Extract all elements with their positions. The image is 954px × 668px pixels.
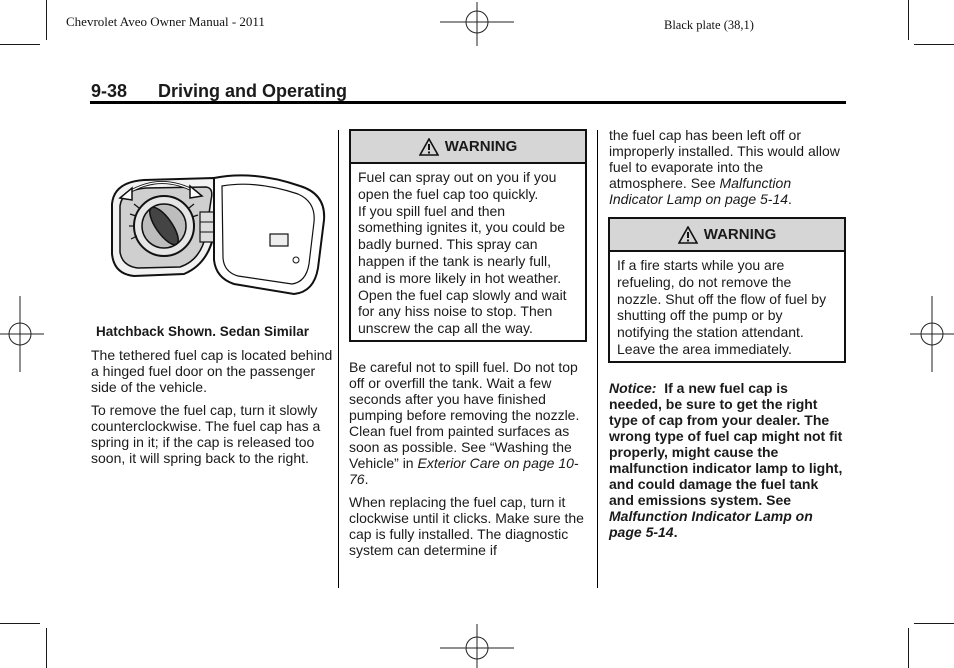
warning-line: Open the fuel cap slowly and wait	[358, 286, 567, 303]
figure-caption: Hatchback Shown. Sedan Similar	[96, 324, 310, 339]
exclamation-triangle-icon	[678, 226, 698, 244]
warning-line: for any hiss noise to stop. Then	[358, 303, 553, 320]
warning-line: refueling, do not remove the	[617, 273, 792, 290]
warning-body	[351, 164, 585, 341]
punctuation: .	[364, 471, 369, 487]
notice-label: Notice:	[609, 380, 657, 396]
exclamation-triangle-icon	[419, 138, 439, 156]
column-3	[609, 127, 841, 214]
warning-box	[349, 129, 587, 342]
warning-header	[351, 131, 585, 164]
column-2	[349, 359, 585, 565]
punctuation: .	[788, 191, 792, 207]
header-rule	[90, 101, 846, 104]
punctuation: .	[673, 524, 678, 540]
manual-title: Chevrolet Aveo Owner Manual - 2011	[66, 14, 265, 29]
registration-crosshair-icon	[440, 2, 516, 46]
paragraph	[349, 359, 585, 487]
cross-reference-link[interactable]: Exterior Care on page 10-76	[349, 455, 579, 487]
warning-line: If you spill fuel and then	[358, 202, 506, 219]
warning-line: and is more likely in hot weather.	[358, 269, 562, 286]
warning-header	[610, 219, 844, 252]
column-1	[91, 347, 333, 473]
paragraph-text: Be careful not to spill fuel. Do not top off or overfill the tank. Wait a few seconds after you have finished pumping before removing the nozzle. Clean fuel from painted surfaces as soon as possible. See “Washing the Vehicle” in	[349, 359, 580, 471]
section-title: Driving and Operating	[158, 81, 348, 101]
warning-body	[610, 252, 844, 362]
warning-title: WARNING	[703, 226, 777, 243]
registration-crosshair-icon	[440, 624, 516, 668]
warning-line: something ignites it, you could be	[358, 219, 566, 236]
paragraph: To remove the fuel cap, turn it slowly counterclockwise. The fuel cap has a spring in it; if the cap is released too soon, it will spring back to the right.	[91, 402, 321, 466]
paragraph	[609, 127, 841, 207]
warning-title: WARNING	[444, 138, 518, 155]
warning-line: nozzle. Shut off the flow of fuel by	[617, 290, 827, 307]
warning-box	[608, 217, 846, 363]
fuel-door-illustration	[104, 164, 330, 300]
paragraph-text: the fuel cap has been left off or improperly installed. This would allow fuel to evaporate into the atmosphere. See	[609, 127, 840, 191]
notice-text: If a new fuel cap is needed, be sure to get the right type of cap from your dealer. The wrong type of fuel cap might not fit properly, might cause the malfunction indicator lamp to light, and could damage the fuel tank and emissions system. See	[609, 380, 843, 508]
cross-reference-link[interactable]: Malfunction Indicator Lamp on page 5-14	[609, 508, 813, 540]
column-divider	[338, 130, 339, 588]
plate-label: Black plate (38,1)	[664, 18, 754, 32]
cross-reference-link[interactable]: Malfunction Indicator Lamp on page 5-14	[609, 175, 792, 207]
warning-line: unscrew the cap all the way.	[358, 320, 533, 337]
warning-line: If a fire starts while you are	[617, 257, 785, 273]
warning-line: happen if the tank is nearly full,	[358, 252, 552, 269]
page-number: 9-38	[91, 81, 128, 101]
paragraph: The tethered fuel cap is located behind a hinged fuel door on the passenger side of the vehicle.	[91, 347, 333, 395]
notice-paragraph	[609, 380, 843, 540]
paragraph: When replacing the fuel cap, turn it clockwise until it clicks. Make sure the cap is fully installed. The diagnostic system can determine if	[349, 494, 584, 558]
warning-line: open the fuel cap too quickly.	[358, 185, 539, 202]
column-divider	[597, 130, 598, 588]
warning-line: Leave the area immediately.	[617, 340, 792, 357]
warning-line: badly burned. This spray can	[358, 236, 538, 253]
warning-line: notifying the station attendant.	[617, 324, 804, 341]
registration-crosshair-icon	[0, 296, 44, 372]
warning-line: shutting off the pump or by	[617, 307, 783, 324]
warning-line: Fuel can spray out on you if you	[358, 169, 557, 185]
registration-crosshair-icon	[910, 296, 954, 372]
